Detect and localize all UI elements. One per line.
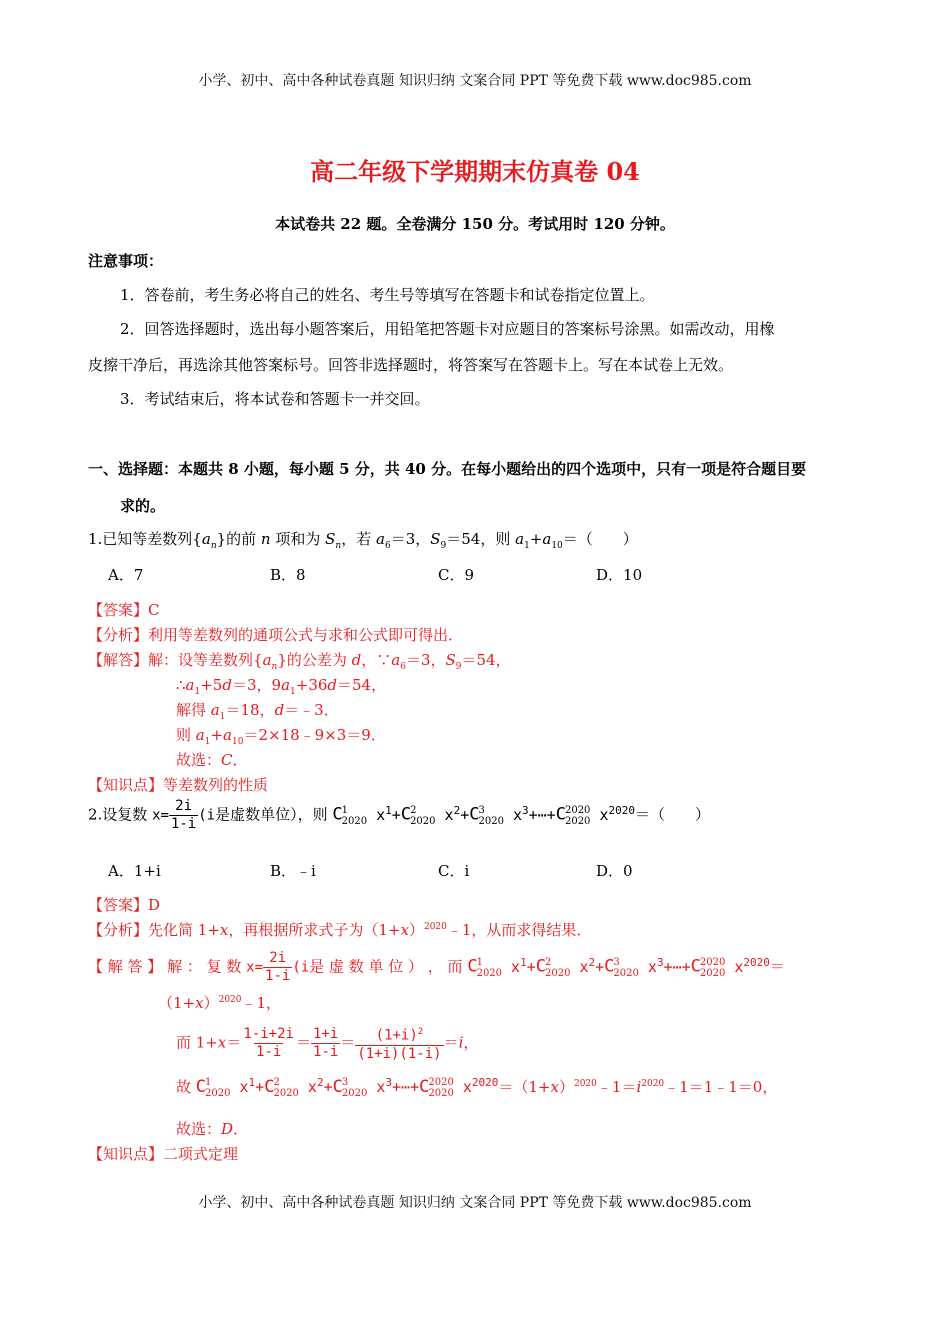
analysis-label: 【分析】 xyxy=(88,626,149,644)
q2-solution-line-1: 【 解 答 】 解 ： 复 数 x= $\frac{2i}{1-i}$ (i是 虚 数 单 位 ） ， 而 C 1 2020 $x^1+C$ 2 2020 $x^2+C$ 3 2020 $x^3+\cdots+C$ 2020 2020 $x^{2020}=$ xyxy=(88,950,785,984)
q2-analysis: 【分析】先化简 1+x，再根据所求式子为$(1+x)^{2020}﹣1$，从而求得结果． xyxy=(88,921,592,939)
q1-analysis xyxy=(88,624,463,645)
q1-solution-line-4: 则 $a_1+a_{10}=2\times 18﹣9\times 3=9$． xyxy=(176,726,386,747)
knowledge-label: 【知识点】 xyxy=(88,1145,164,1163)
q1-option-d: D．10 xyxy=(596,566,643,584)
fraction: $\frac{(1+i)^2}{(1+i)(1-i)}$ xyxy=(357,1027,442,1062)
q2-knowledge xyxy=(88,1143,238,1164)
q1-analysis-text: 利用等差数列的通项公式与求和公式即可得出． xyxy=(148,626,464,644)
q2-answer-value: D xyxy=(148,896,161,914)
solution-label: 【 解 答 】 xyxy=(88,957,163,976)
q1-answer-value: C xyxy=(148,601,160,619)
page-title: 高二年级下学期期末仿真卷 04 xyxy=(310,157,640,186)
question-2-stem: 2.设复数 x= $\frac{2i}{1-i}$ (i是虚数单位），则 C 1 2020 $x^1+C$ 2 2020 $x^2+C$ 3 2020 $x^3+\cdots+C$ 2020 2020 $x^{2020}=$（ ） xyxy=(88,798,710,832)
solution-label: 【解答】 xyxy=(88,651,149,669)
knowledge-label: 【知识点】 xyxy=(88,776,164,794)
q2-option-d: D．0 xyxy=(596,862,633,880)
q1-option-c: C．9 xyxy=(438,566,475,584)
fraction: $\frac{1+i}{1-i}$ xyxy=(312,1025,339,1060)
answer-label: 【答案】 xyxy=(88,896,149,914)
notice-item-3: 3．考试结束后，将本试卷和答题卡一并交回。 xyxy=(120,390,430,408)
fraction: $\frac{2i}{1-i}$ xyxy=(265,950,291,984)
q1-solution-line-1: 【解答】解：设等差数列$\{a_n\}$的公差为 d，$\because a_6=3$，$S_9=54$， xyxy=(88,651,511,672)
q2-answer xyxy=(88,894,160,915)
fraction: $\frac{2i}{1-i}$ xyxy=(170,798,197,832)
q1-answer xyxy=(88,599,160,620)
q2-option-a: A．1+i xyxy=(108,862,161,880)
q2-knowledge-text: 二项式定理 xyxy=(163,1145,239,1163)
notice-item-2-line-2: 皮擦干净后，再选涂其他答案标号。回答非选择题时，将答案写在答题卡上。写在本试卷上无效。 xyxy=(88,356,734,374)
q1-knowledge-text: 等差数列的性质 xyxy=(163,776,269,794)
q1-knowledge xyxy=(88,774,268,795)
question-1-stem: 1.已知等差数列$\{a_n\}$的前 n 项和为 $S_n$，若 $a_6=3$，$S_9=54$，则 $a_1+a_{10}=$（ ） xyxy=(88,530,638,551)
answer-label: 【答案】 xyxy=(88,601,149,619)
notice-heading: 注意事项： xyxy=(88,252,164,270)
q2-option-c: C．i xyxy=(438,862,470,880)
page-footer: 小学、初中、高中各种试卷真题 知识归纳 文案合同 PPT 等免费下载 www.doc985.com xyxy=(198,1195,752,1211)
notice-item-2-line-1: 2．回答选择题时，选出每小题答案后，用铅笔把答题卡对应题目的答案标号涂黑。如需改动，用橡 xyxy=(120,320,775,338)
notice-item-1: 1．答卷前，考生务必将自己的姓名、考生号等填写在答题卡和试卷指定位置上。 xyxy=(120,286,655,304)
q1-option-b: B．8 xyxy=(270,566,306,584)
fraction: $\frac{1-i+2i}{1-i}$ xyxy=(243,1025,294,1060)
q1-solution-line-5: 故选：C． xyxy=(176,751,248,769)
q1-option-a: A．7 xyxy=(108,566,144,584)
section-1-heading: 一、选择题：本题共 8 小题，每小题 5 分，共 40 分。在每小题给出的四个选项中，只有一项是符合题目要 xyxy=(88,460,807,478)
q2-option-b: B．﹣i xyxy=(270,862,316,880)
q2-solution-line-3: 而 1+x＝ $\frac{1-i+2i}{1-i}$ ＝ $\frac{1+i}{1-i}$ ＝ $\frac{(1+i)^2}{(1+i)(1-i)}$ ＝i， xyxy=(176,1025,479,1062)
q2-solution-line-5: 故选：D． xyxy=(176,1120,249,1138)
q2-solution-line-2: $(1+x)^{2020}﹣1$， xyxy=(158,994,282,1012)
analysis-label: 【分析】 xyxy=(88,921,149,939)
page-header: 小学、初中、高中各种试卷真题 知识归纳 文案合同 PPT 等免费下载 www.doc985.com xyxy=(198,73,752,89)
q1-solution-line-3: 解得 $a_1=18$，d＝﹣3． xyxy=(176,701,339,722)
section-1-heading-cont: 求的。 xyxy=(120,497,166,515)
exam-info: 本试卷共 22 题。全卷满分 150 分。考试用时 120 分钟。 xyxy=(275,215,675,233)
q2-solution-line-4: 故 C 1 2020 $x^1+C$ 2 2020 $x^2+C$ 3 2020 $x^3+\cdots+C$ 2020 2020 $x^{2020}=(1+x)^{2020}﹣1=i^{2020}﹣1=1﹣1=0$， xyxy=(176,1076,778,1099)
q1-solution-line-2: $\therefore a_1+5d=3$，$9a_1+36d=54$， xyxy=(176,676,387,697)
